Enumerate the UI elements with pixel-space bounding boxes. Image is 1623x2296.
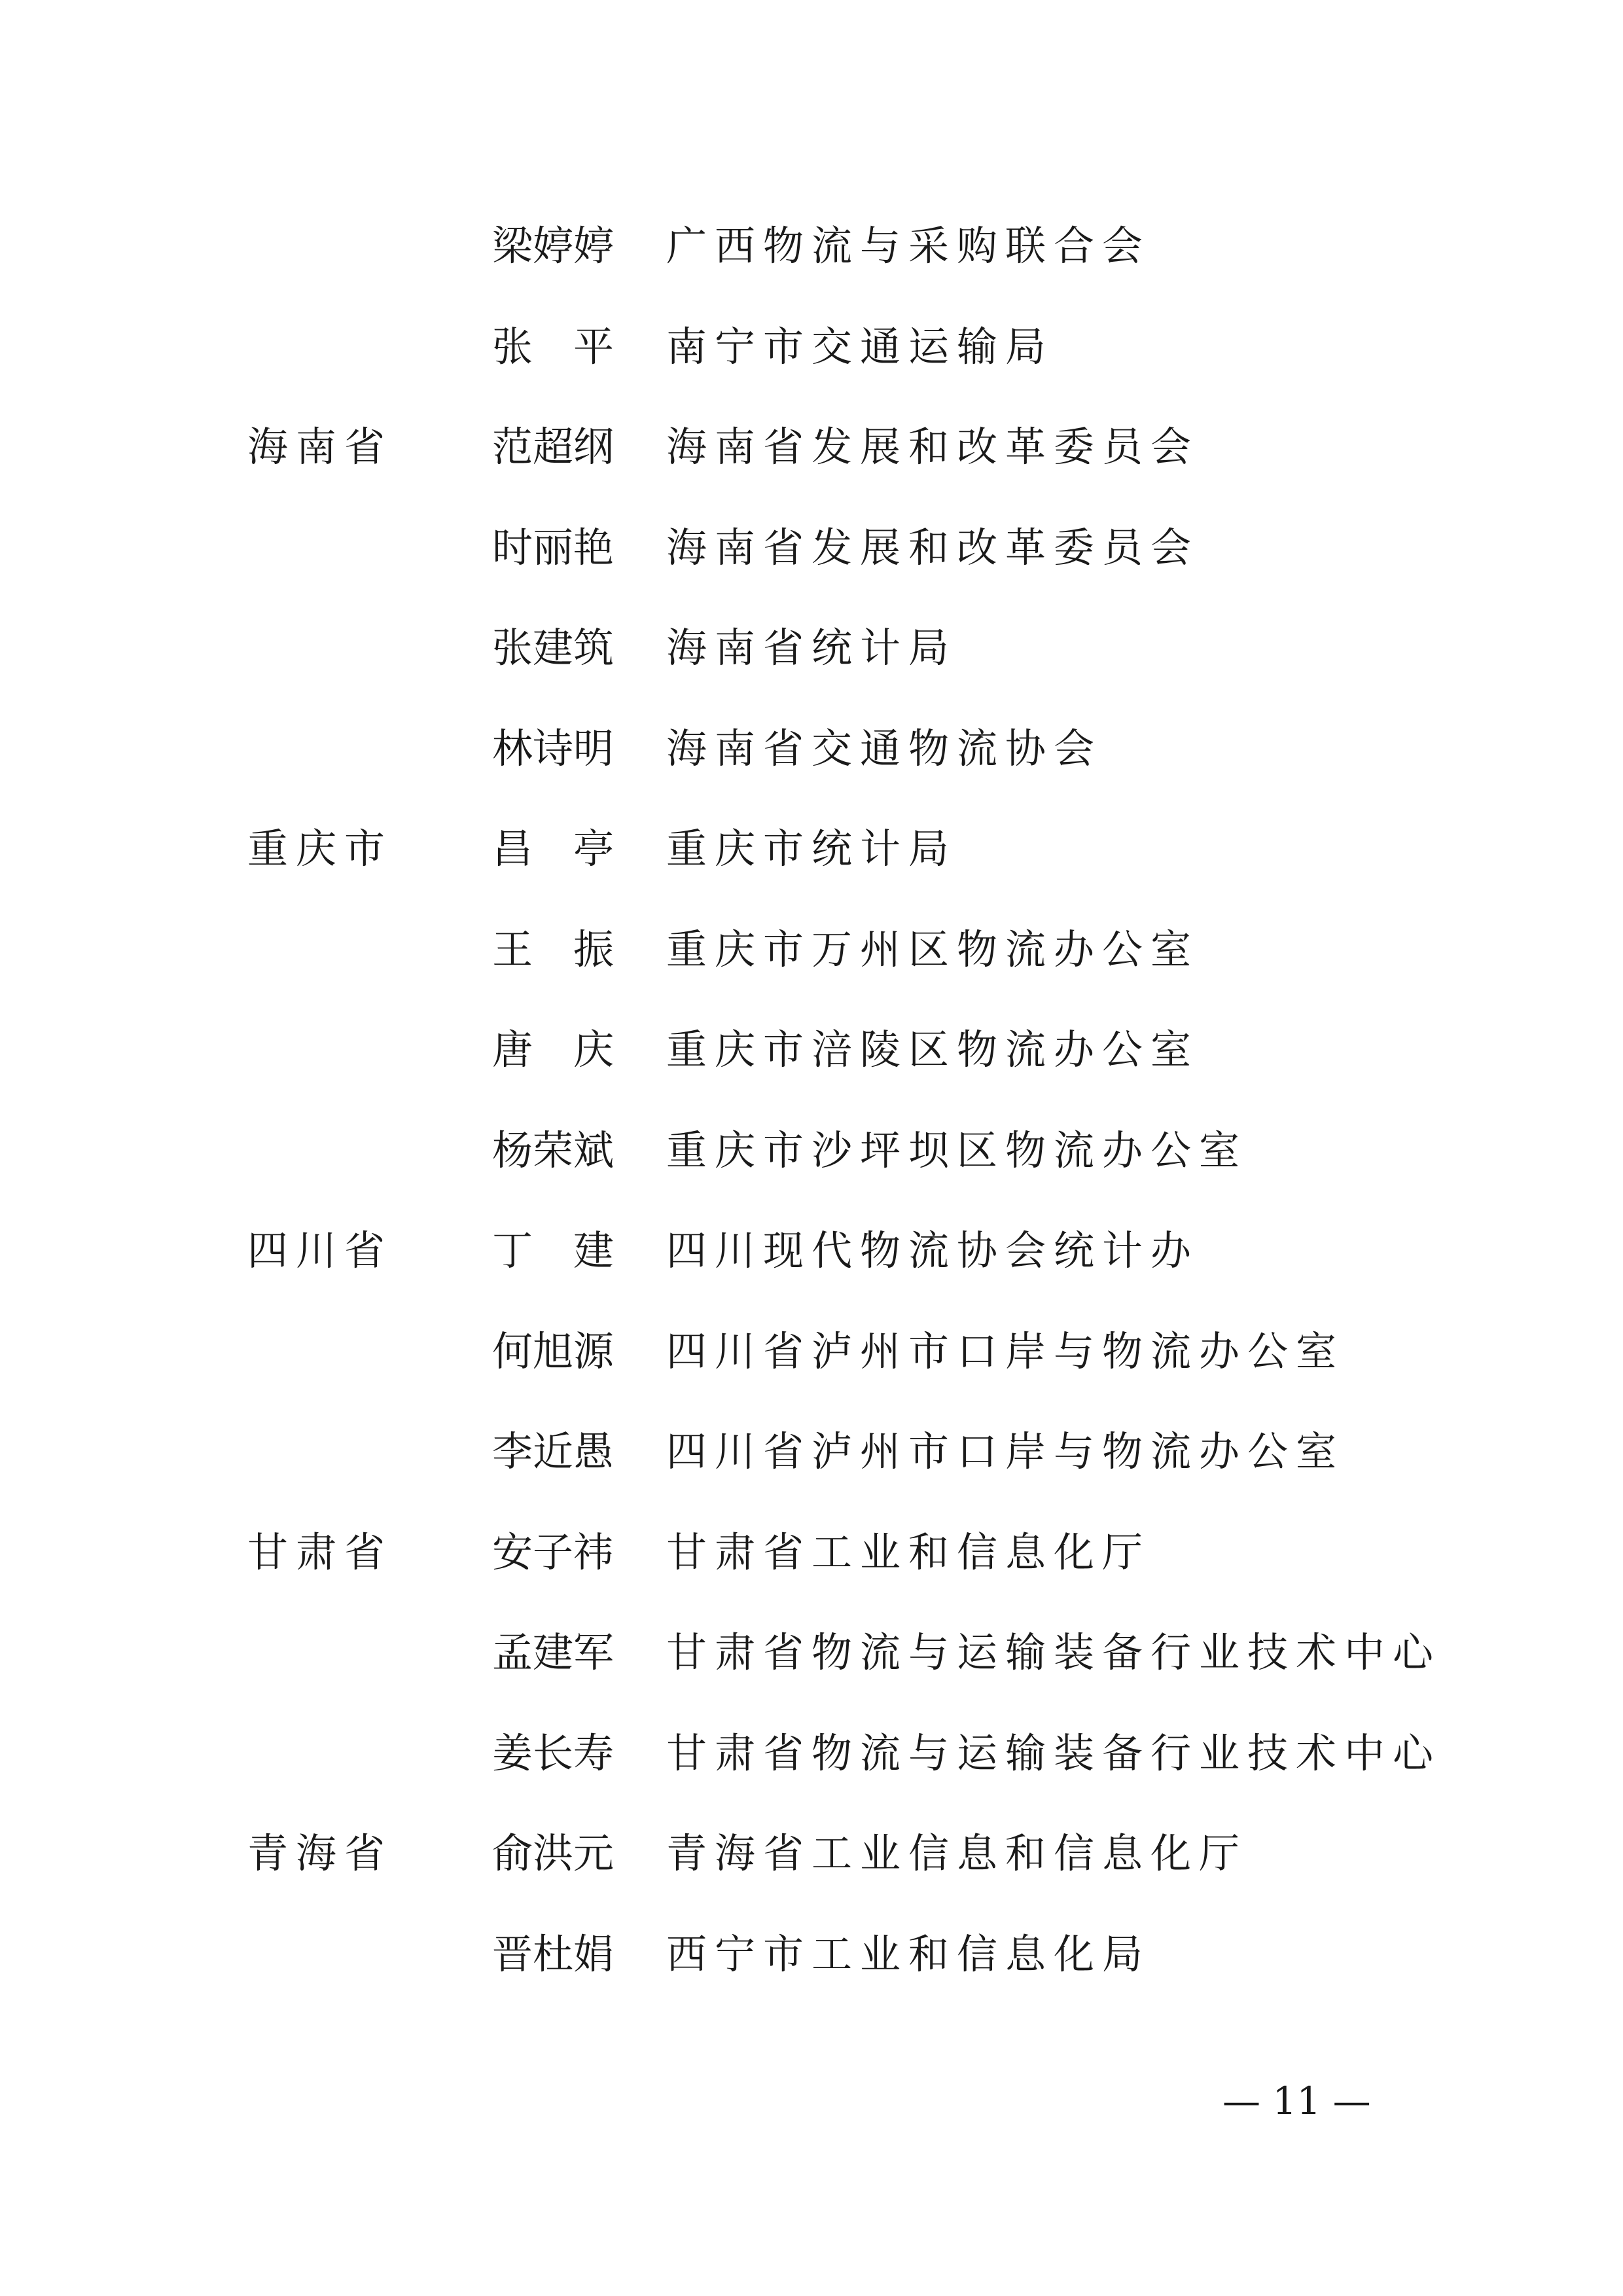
list-item: [0, 208, 1623, 309]
region-label: 海南省: [247, 423, 393, 471]
organization-name: 甘肃省物流与运输装备行业技术中心: [666, 1628, 1442, 1676]
organization-name: 甘肃省物流与运输装备行业技术中心: [666, 1729, 1442, 1777]
region-label: 四川省: [247, 1227, 393, 1274]
region-label: 重庆市: [247, 825, 393, 872]
organization-name: 四川现代物流协会统计办: [666, 1227, 1200, 1274]
person-name: 李近愚: [492, 1427, 615, 1475]
organization-name: 四川省泸州市口岸与物流办公室: [666, 1327, 1345, 1375]
person-name: 丁 建: [492, 1227, 615, 1274]
person-name: 王 振: [492, 925, 615, 973]
organization-name: 海南省发展和改革委员会: [666, 423, 1200, 471]
list-item: [0, 510, 1623, 611]
list-item: [0, 912, 1623, 1013]
list-item: [0, 1213, 1623, 1314]
list-item: [0, 1715, 1623, 1816]
list-item: [0, 711, 1623, 812]
organization-name: 海南省统计局: [666, 624, 957, 672]
person-name: 杨荣斌: [492, 1126, 615, 1174]
organization-name: 甘肃省工业和信息化厅: [666, 1528, 1151, 1576]
person-name: 安子祎: [492, 1528, 615, 1576]
region-label: 甘肃省: [247, 1528, 393, 1576]
person-name: 孟建军: [492, 1628, 615, 1676]
organization-name: 重庆市涪陵区物流办公室: [666, 1026, 1200, 1073]
list-item: [0, 1012, 1623, 1113]
region-label: 青海省: [247, 1829, 393, 1877]
person-name: 时丽艳: [492, 523, 615, 571]
person-name: 俞洪元: [492, 1829, 615, 1877]
list-item: [0, 1816, 1623, 1916]
list-item: [0, 610, 1623, 711]
list-item: [0, 1414, 1623, 1515]
organization-name: 西宁市工业和信息化局: [666, 1929, 1151, 1978]
organization-name: 南宁市交通运输局: [666, 322, 1054, 370]
list-item: [0, 1314, 1623, 1414]
person-name: 昌 亭: [492, 825, 615, 872]
organization-name: 青海省工业信息和信息化厅: [666, 1829, 1248, 1877]
person-name: 张建筑: [492, 624, 615, 672]
person-name: 张 平: [492, 322, 615, 370]
organization-name: 重庆市统计局: [666, 825, 957, 872]
person-name: 晋杜娟: [492, 1929, 615, 1978]
organization-name: 重庆市万州区物流办公室: [666, 925, 1200, 973]
list-item: [0, 1113, 1623, 1213]
list-item: [0, 1916, 1623, 2017]
organization-name: 重庆市沙坪坝区物流办公室: [666, 1126, 1248, 1174]
name-list: [0, 208, 1623, 2017]
organization-name: 海南省交通物流协会: [666, 724, 1103, 772]
person-name: 唐 庆: [492, 1026, 615, 1073]
list-item: [0, 811, 1623, 912]
person-name: 姜长寿: [492, 1729, 615, 1777]
organization-name: 广西物流与采购联合会: [666, 222, 1151, 270]
person-name: 林诗明: [492, 724, 615, 772]
list-item: [0, 1515, 1623, 1615]
organization-name: 海南省发展和改革委员会: [666, 523, 1200, 571]
person-name: 范超纲: [492, 423, 615, 471]
person-name: 梁婷婷: [492, 222, 615, 270]
organization-name: 四川省泸州市口岸与物流办公室: [666, 1427, 1345, 1475]
list-item: [0, 309, 1623, 410]
page-number: — 11 —: [1222, 2079, 1371, 2123]
list-item: [0, 1615, 1623, 1715]
person-name: 何旭源: [492, 1327, 615, 1375]
list-item: [0, 409, 1623, 510]
